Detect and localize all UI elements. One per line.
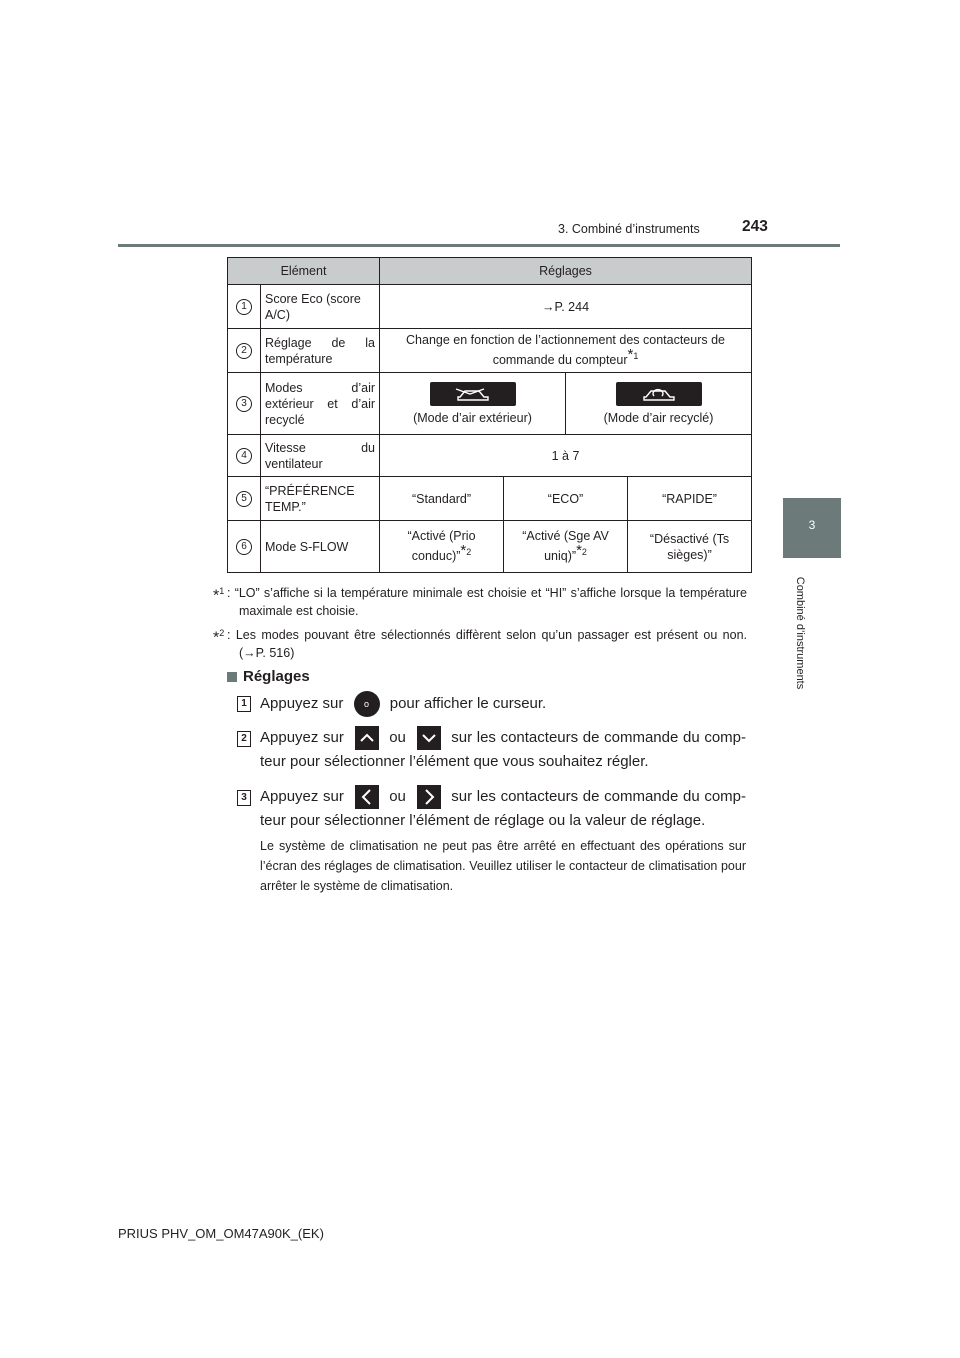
recirculated-air-icon <box>616 382 702 406</box>
row-number: 1 <box>236 299 252 315</box>
table-row <box>228 373 752 435</box>
option-eco: “ECO” <box>504 477 628 521</box>
table-row <box>228 435 752 477</box>
row-number: 4 <box>236 448 252 464</box>
table-row <box>228 477 752 521</box>
document-code: PRIUS PHV_OM_OM47A90K_(EK) <box>118 1226 324 1241</box>
settings-table <box>227 257 752 573</box>
table-row <box>228 521 752 573</box>
chapter-tab-number: 3 <box>808 518 816 532</box>
option-ts-sieges: “Désactivé (Ts sièges)” <box>628 521 752 573</box>
note-text: Le système de climatisation ne peut pas être arrêté en effectuant des opérations sur l’écran des réglages de climatisation. Veuillez utiliser le contacteur de climatisation pour arrêter le système de climatisation. <box>260 839 746 893</box>
chapter-tab-label: Combiné d’instruments <box>794 576 806 690</box>
down-button-icon <box>417 726 441 750</box>
option-standard: “Standard” <box>380 477 504 521</box>
footnote-marker: *$^2$ <box>213 628 225 647</box>
footnote-marker: *$^1$ <box>213 586 225 605</box>
row-value[interactable]: →P. 244 <box>380 285 752 329</box>
option-prio-conduc: “Activé (Prio conduc)”*$^2$ <box>380 521 504 573</box>
footnote: *$^1$ : “LO” s’affiche si la température minimale est choisie et “HI” s’affiche lorsque la température maximale est choisie. <box>227 584 747 620</box>
row-number: 5 <box>236 491 252 507</box>
recirculated-air-cell: (Mode d’air recyclé) <box>566 373 752 435</box>
step-number: 1 <box>237 696 251 712</box>
row-value: 1 à 7 <box>380 435 752 477</box>
section-bullet-icon <box>227 672 237 682</box>
outside-air-cell: (Mode d’air extérieur) <box>380 373 566 435</box>
ok-button-icon: o <box>354 691 380 717</box>
outside-air-icon <box>430 382 516 406</box>
column-header-element: Elément <box>228 258 380 285</box>
row-element: Modes d’air extérieur et d’air recyclé <box>261 373 380 435</box>
row-element: Vitesse du ventilateur <box>261 435 380 477</box>
footnote: *$^2$ : Les modes pouvant être sélectionnés diffèrent selon qu’un passager est présent ou non. (→P. 516) <box>227 626 747 662</box>
section-title: 3. Combiné d’instruments <box>558 222 700 236</box>
table-row <box>228 285 752 329</box>
page-number: 243 <box>742 218 768 235</box>
section-heading: Réglages <box>243 668 310 685</box>
option-sge-av-uniq: “Activé (Sge AV uniq)”*$^2$ <box>504 521 628 573</box>
row-element: Mode S-FLOW <box>261 521 380 573</box>
step-1: Appuyez sur o pour afficher le curseur. <box>260 691 746 717</box>
right-button-icon <box>417 785 441 809</box>
row-number: 6 <box>236 539 252 555</box>
row-element: Score Eco (score A/C) <box>261 285 380 329</box>
row-element: Réglage de la température <box>261 329 380 373</box>
row-element: “PRÉFÉRENCE TEMP.” <box>261 477 380 521</box>
step-2-line2: teur pour sélectionner l’élément que vous souhaitez régler. <box>260 753 649 770</box>
row-number: 2 <box>236 343 252 359</box>
step-number: 2 <box>237 731 251 747</box>
column-header-reglages: Réglages <box>380 258 752 285</box>
header-rule <box>118 244 840 247</box>
left-button-icon <box>355 785 379 809</box>
step-3-line2: teur pour sélectionner l’élément de réglage ou la valeur de réglage. <box>260 812 706 829</box>
row-value: Change en fonction de l’actionnement des contacteurs de commande du compteur*$^1$ <box>380 329 752 373</box>
step-number: 3 <box>237 790 251 806</box>
row-number: 3 <box>236 396 252 412</box>
step-2: Appuyez sur ou sur les contacteurs de commande du comp- <box>260 726 746 750</box>
option-rapide: “RAPIDE” <box>628 477 752 521</box>
up-button-icon <box>355 726 379 750</box>
step-3: Appuyez sur ou sur les contacteurs de commande du comp- <box>260 785 746 809</box>
table-row <box>228 329 752 373</box>
